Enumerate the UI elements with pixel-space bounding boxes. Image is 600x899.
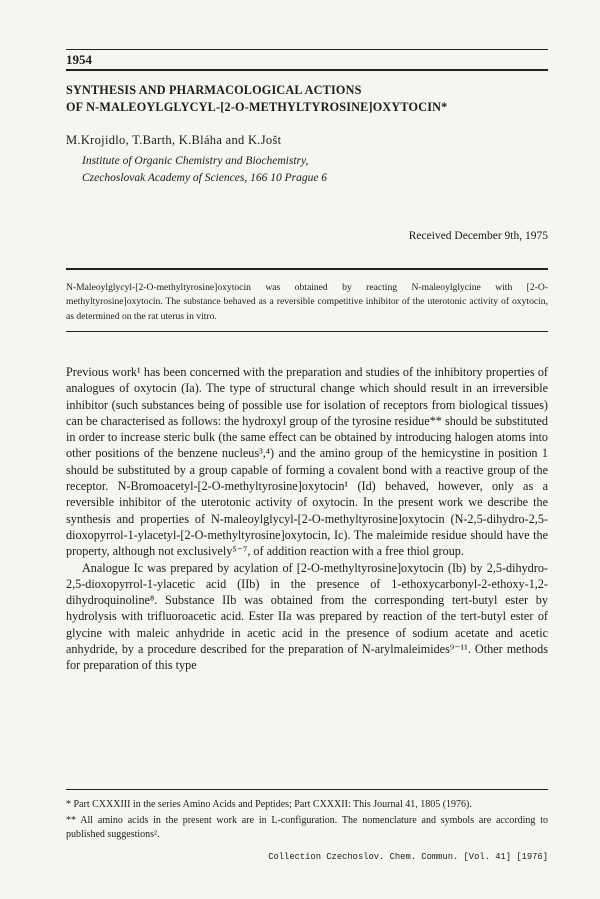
header-rule-bottom [66, 69, 548, 71]
page-number: 1954 [66, 52, 92, 67]
footnotes [66, 798, 548, 844]
article-body [66, 364, 548, 674]
footnote-1: * Part CXXXIII in the series Amino Acids and Peptides; Part CXXXII: This Journal 41, 1805 (1976). [66, 799, 472, 810]
header-rule-top [66, 49, 548, 50]
affiliation-line-2: Czechoslovak Academy of Sciences, 166 10 Prague 6 [82, 172, 328, 184]
abstract-rule-bottom [66, 331, 548, 332]
footnote-2: ** All amino acids in the present work are in L-configuration. The nomenclature and symbols are according to published suggestions². [66, 815, 548, 840]
abstract-rule-top [66, 268, 548, 270]
paragraph-1: Previous work¹ has been concerned with the preparation and studies of the inhibitory properties of analogues of oxytocin (Ia). The type of structural change which should result in an irreversible inhibitor (such substances being of possible use for isolation of receptors from biological tissues) can be characterised as follows: the hydroxyl group of the tyrosine residue** should be substituted in order to increase steric bulk (the same effect can be obtained by introducing halogen atoms into other positions of the benzene nucleus³,⁴) and the amino group of the hemicystine in position 1 should be substituted by a group capable of forming a covalent bond with a reactive group of the receptor. N-Bromoacetyl-[2-O-methyltyrosine]oxytocin¹ (Id) behaved, however, only as a reversible inhibitor of the uterotonic activity of oxytocin. In the present work we describe the synthesis and properties of N-maleoylglycyl-[2-O-methyltyrosine]oxytocin (N-2,5-dihydro-2,5-dioxopyrrol-1-ylacetyl-[2-O-methyltyrosine]oxytocin, Ic). The maleimide residue should have the property, although not exclusively⁵⁻⁷, of addition reaction with a free thiol group. [66, 365, 548, 559]
abstract: N-Maleoylglycyl-[2-O-methyltyrosine]oxytocin was obtained by reacting N-maleoylglycine with [2-O-methyltyrosine]oxytocin. The substance behaved as a reversible competitive inhibitor of the uterotonic activity of oxytocin, as determined on the rat uterus in vitro. [66, 282, 548, 322]
received-date: Received December 9th, 1975 [408, 230, 548, 242]
footnote-rule [66, 789, 548, 790]
affiliation [82, 153, 327, 187]
article-title [66, 82, 546, 116]
title-line-2: OF N-MALEOYLGLYCYL-[2-O-METHYLTYROSINE]OXYTOCIN* [66, 100, 448, 114]
authors: M.Krojidlo, T.Barth, K.Bláha and K.Jošt [66, 133, 282, 147]
affiliation-line-1: Institute of Organic Chemistry and Biochemistry, [82, 155, 309, 167]
paragraph-2: Analogue Ic was prepared by acylation of [2-O-methyltyrosine]oxytocin (Ib) by 2,5-dihydro-2,5-dioxopyrrol-1-ylacetic acid (IIb) in the presence of 1-ethoxycarbonyl-2-ethoxy-1,2-dihydroquinoline⁸. Substance IIb was obtained from the corresponding tert-butyl ester by hydrolysis with trifluoroacetic acid. Ester IIa was prepared by reaction of the tert-butyl ester of glycine with maleic anhydride in acetic acid in the presence of sodium acetate and acetic anhydride, by a procedure described for the preparation of N-arylmaleimides⁹⁻¹¹. Other methods for preparation of this type [66, 560, 548, 673]
title-line-1: SYNTHESIS AND PHARMACOLOGICAL ACTIONS [66, 83, 362, 97]
journal-footer: Collection Czechoslov. Chem. Commun. [Vol. 41] [1976] [268, 852, 548, 862]
